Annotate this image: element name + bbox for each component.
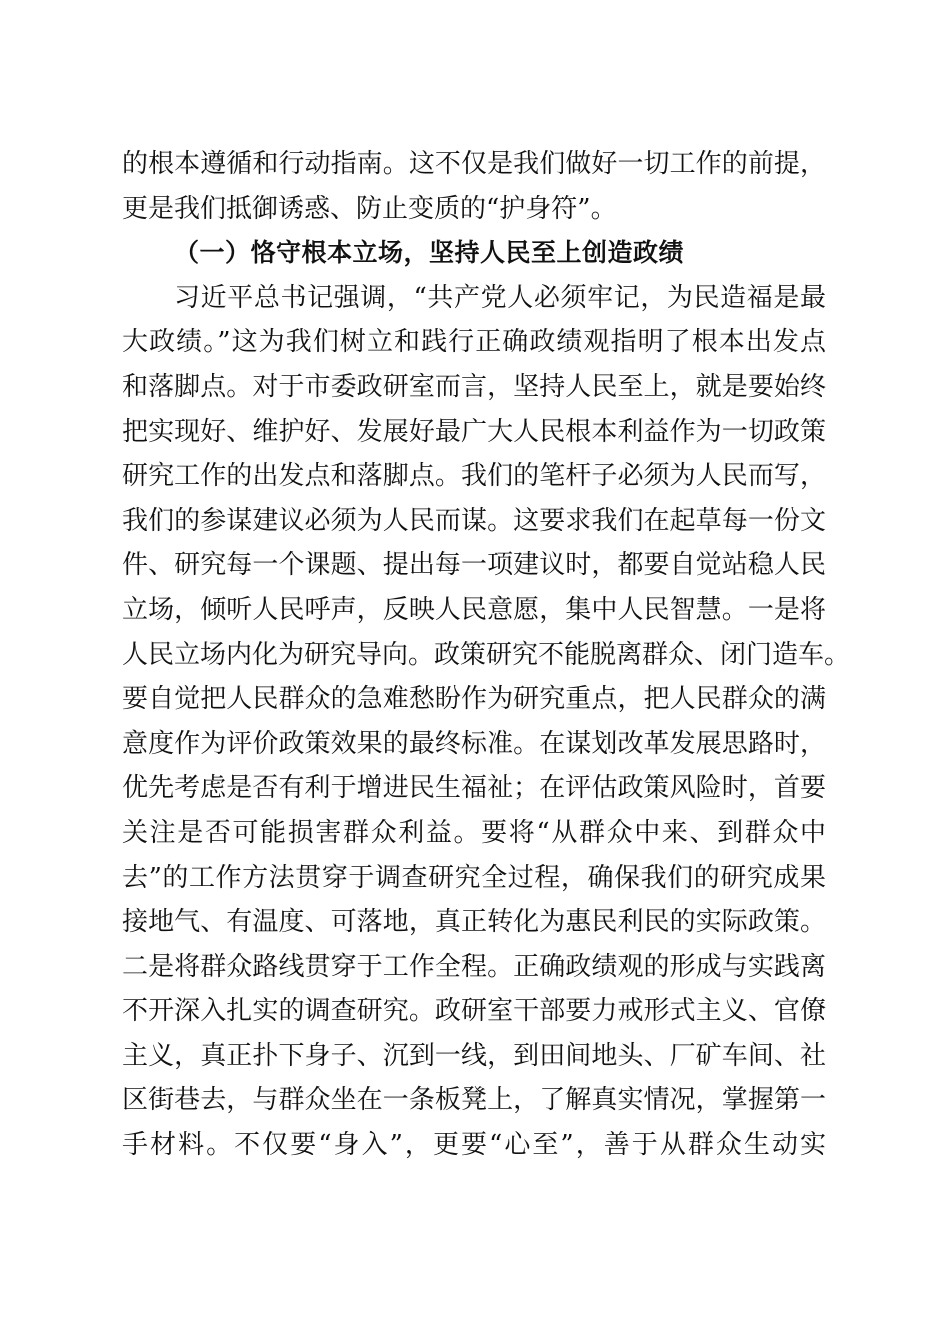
paragraph-line: 区街巷去，与群众坐在一条板凳上，了解真实情况，掌握第一 [122,1085,826,1116]
paragraph-line: 手材料。不仅要“身入”，更要“心至”，善于从群众生动实 [122,1130,826,1161]
paragraph-line: 意度作为评价政策效果的最终标准。在谋划改革发展思路时， [122,728,826,759]
paragraph-line: 我们的参谋建议必须为人民而谋。这要求我们在起草每一份文 [122,505,826,536]
text-line: 的根本遵循和行动指南。这不仅是我们做好一切工作的前提， [122,149,826,179]
paragraph-line: 不开深入扎实的调查研究。政研室干部要力戒形式主义、官僚 [122,996,826,1027]
paragraph-line: 去”的工作方法贯穿于调查研究全过程，确保我们的研究成果 [122,862,826,893]
paragraph-line: 要自觉把人民群众的急难愁盼作为研究重点，把人民群众的满 [122,684,826,715]
paragraph-line: 优先考虑是否有利于增进民生福祉；在评估政策风险时，首要 [122,773,826,804]
section-heading: （一）恪守根本立场，坚持人民至上创造政绩 [174,238,685,268]
paragraph-line: 件、研究每一个课题、提出每一项建议时，都要自觉站稳人民 [122,550,826,581]
paragraph-line: 大政绩。”这为我们树立和践行正确政绩观指明了根本出发点 [122,327,826,358]
paragraph-line: 和落脚点。对于市委政研室而言，坚持人民至上，就是要始终 [122,371,826,402]
paragraph-line: 研究工作的出发点和落脚点。我们的笔杆子必须为人民而写， [122,461,826,492]
paragraph-line: 立场，倾听人民呼声，反映人民意愿，集中人民智慧。一是将 [122,594,826,625]
body-text [122,142,851,1168]
paragraph-line: 习近平总书记强调，“共产党人必须牢记，为民造福是最 [174,282,826,313]
paragraph-line: 接地气、有温度、可落地，真正转化为惠民利民的实际政策。 [122,907,826,938]
text-line: 更是我们抵御诱惑、防止变质的“护身符”。 [122,193,617,224]
paragraph-line: 人民立场内化为研究导向。政策研究不能脱离群众、闭门造车。 [122,639,851,670]
paragraph-line: 主义，真正扑下身子、沉到一线，到田间地头、厂矿车间、社 [122,1040,826,1071]
paragraph-line: 关注是否可能损害群众利益。要将“从群众中来、到群众中 [122,817,826,848]
paragraph-line: 把实现好、维护好、发展好最广大人民根本利益作为一切政策 [122,416,826,447]
paragraph-line: 二是将群众路线贯穿于工作全程。正确政绩观的形成与实践离 [122,951,826,982]
